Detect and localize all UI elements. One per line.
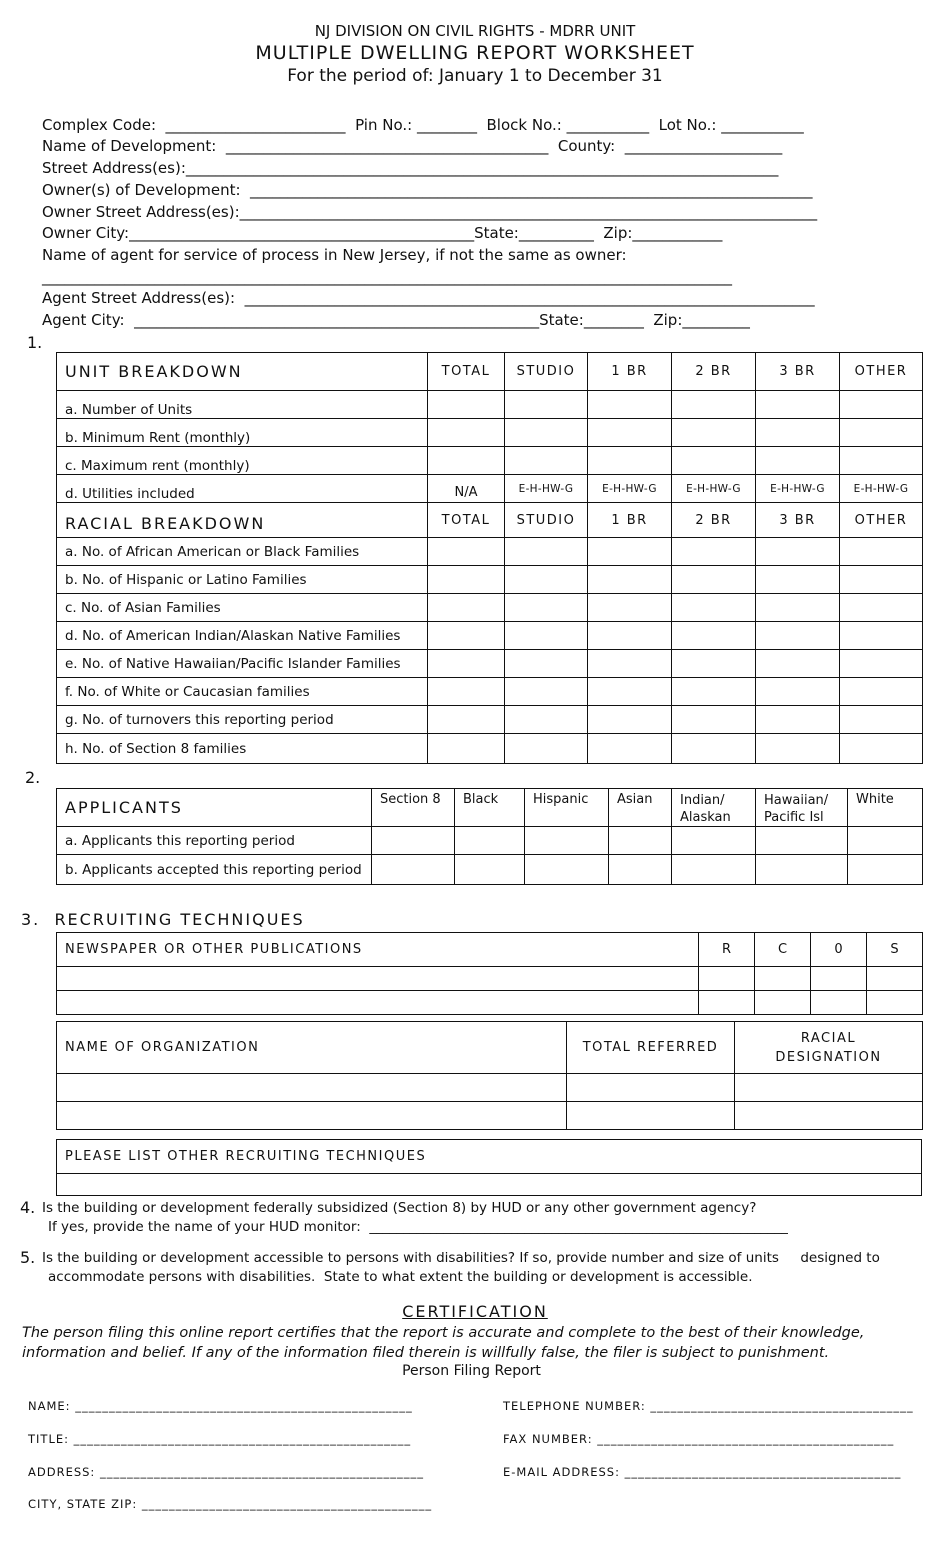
racial-breakdown-caption: RACIAL BREAKDOWN [57,503,428,538]
input-cell[interactable] [567,1074,735,1102]
input-cell[interactable] [588,419,672,447]
input-cell[interactable] [57,1102,567,1130]
input-cell[interactable] [755,967,811,991]
racial-designation-header: RACIAL DESIGNATION [735,1022,923,1074]
total-referred-header: TOTAL REFERRED [567,1022,735,1074]
agent-label: Name of agent for service of process in New Jersey, if not the same as owner: [42,246,627,264]
table-row [57,622,923,650]
question-5-number: 5. [20,1248,36,1267]
input-cell[interactable] [756,706,840,734]
row-label: d. Utilities included [57,475,428,503]
table-row [57,419,923,447]
input-cell[interactable] [840,706,923,734]
input-cell[interactable] [525,827,609,855]
input-cell[interactable] [756,566,840,594]
applicants-caption: APPLICANTS [57,789,372,827]
input-cell[interactable] [505,622,588,650]
name-field[interactable]: NAME: __________________________________________________ [28,1399,413,1413]
input-cell[interactable] [672,622,756,650]
input-cell[interactable] [672,650,756,678]
table-row [57,734,923,764]
input-cell[interactable] [609,827,672,855]
input-cell[interactable] [756,855,848,885]
col-hispanic: Hispanic [525,789,609,827]
table-row [57,1102,923,1130]
owner-city-field[interactable]: Owner City:______________________________________________State:__________ Zip:____________ [42,224,723,242]
title-field[interactable]: TITLE: __________________________________________________ [28,1432,412,1446]
input-cell[interactable] [840,650,923,678]
input-cell[interactable] [428,678,505,706]
input-cell[interactable] [756,594,840,622]
input-cell[interactable] [848,827,923,855]
input-cell[interactable] [756,447,840,475]
col-0: 0 [811,933,867,967]
input-cell[interactable] [840,419,923,447]
input-cell[interactable] [699,991,755,1015]
hud-monitor-field[interactable]: If yes, provide the name of your HUD monitor: ______________________________________________________________ [48,1219,788,1235]
table-row [57,447,923,475]
col-total: TOTAL [428,503,505,538]
input-cell[interactable] [588,447,672,475]
question-4-number: 4. [20,1198,36,1217]
question-4-text: Is the building or development federally subsidized (Section 8) by HUD or any other government agency? [42,1200,757,1216]
row-label: a. Number of Units [57,391,428,419]
input-cell[interactable] [588,706,672,734]
table-row [57,991,923,1015]
row-label: b. Minimum Rent (monthly) [57,419,428,447]
input-cell[interactable] [428,566,505,594]
telephone-field[interactable]: TELEPHONE NUMBER: _______________________________________ [503,1399,914,1413]
input-cell[interactable] [57,991,699,1015]
section-1-number: 1. [27,333,43,352]
row-label: g. No. of turnovers this reporting period [57,706,428,734]
email-field[interactable]: E-MAIL ADDRESS: _________________________________________ [503,1465,902,1479]
table-row [57,594,923,622]
input-cell[interactable] [505,706,588,734]
unit-racial-table [56,352,923,764]
input-cell[interactable] [672,538,756,566]
row-label: b. Applicants accepted this reporting period [57,855,372,885]
reporting-period: For the period of: January 1 to December 31 [287,66,663,86]
input-cell[interactable] [840,566,923,594]
row-label: a. No. of African American or Black Families [57,538,428,566]
col-total: TOTAL [428,353,505,391]
input-cell[interactable] [672,855,756,885]
input-cell[interactable] [588,650,672,678]
row-label: d. No. of American Indian/Alaskan Native Families [57,622,428,650]
input-cell[interactable] [428,594,505,622]
table-row [57,678,923,706]
input-cell[interactable] [428,734,505,764]
row-label: c. Maximum rent (monthly) [57,447,428,475]
input-cell[interactable] [588,622,672,650]
utilities-code[interactable]: E-H-HW-G [756,475,840,503]
table-row [57,827,923,855]
table-row [57,967,923,991]
input-cell[interactable] [525,855,609,885]
input-cell[interactable] [672,447,756,475]
address-field[interactable]: ADDRESS: ________________________________________________ [28,1465,424,1479]
col-studio: STUDIO [505,353,588,391]
agent-street-field[interactable]: Agent Street Address(es): ____________________________________________________________________________ [42,289,815,307]
question-5-text-cont: accommodate persons with disabilities. State to what extent the building or development is accessible. [48,1269,753,1285]
input-cell[interactable] [588,734,672,764]
input-cell[interactable] [672,827,756,855]
organization-header: NAME OF ORGANIZATION [57,1022,567,1074]
input-cell[interactable] [372,855,455,885]
col-3br: 3 BR [756,353,840,391]
input-cell[interactable] [455,855,525,885]
agent-name-field[interactable]: ____________________________________________________________________________________________ [42,268,732,286]
input-cell[interactable] [588,391,672,419]
input-cell[interactable] [672,391,756,419]
owner-street-field[interactable]: Owner Street Address(es):_____________________________________________________________________________ [42,203,818,221]
input-cell[interactable] [672,594,756,622]
table-row [57,566,923,594]
input-cell[interactable] [588,566,672,594]
col-2br: 2 BR [672,353,756,391]
section-2-number: 2. [25,768,41,787]
input-cell[interactable] [505,566,588,594]
input-cell[interactable] [840,447,923,475]
input-cell[interactable] [588,538,672,566]
input-cell[interactable] [756,650,840,678]
input-cell[interactable] [455,827,525,855]
input-cell[interactable] [756,734,840,764]
input-cell[interactable] [811,967,867,991]
table-row [57,1074,923,1102]
input-cell[interactable] [755,991,811,1015]
form-title: MULTIPLE DWELLING REPORT WORKSHEET [255,42,695,64]
row-label: f. No. of White or Caucasian families [57,678,428,706]
input-cell[interactable] [57,967,699,991]
agency-title: NJ DIVISION ON CIVIL RIGHTS - MDRR UNIT [314,22,636,40]
input-cell[interactable] [840,391,923,419]
city-state-zip-field[interactable]: CITY, STATE ZIP: ___________________________________________ [28,1497,433,1511]
col-2br: 2 BR [672,503,756,538]
input-cell[interactable] [840,622,923,650]
table-row [57,650,923,678]
input-cell[interactable] [505,447,588,475]
utilities-code[interactable]: E-H-HW-G [588,475,672,503]
input-cell[interactable] [609,855,672,885]
input-cell[interactable] [57,1174,922,1196]
input-cell[interactable] [505,594,588,622]
input-cell[interactable] [756,391,840,419]
person-filing-label: Person Filing Report [402,1363,541,1379]
publications-header: NEWSPAPER OR OTHER PUBLICATIONS [57,933,699,967]
col-other: OTHER [840,503,923,538]
input-cell[interactable] [505,538,588,566]
col-section8: Section 8 [372,789,455,827]
input-cell[interactable] [756,827,848,855]
input-cell[interactable] [756,678,840,706]
col-white: White [848,789,923,827]
input-cell[interactable] [672,734,756,764]
input-cell[interactable] [840,594,923,622]
publications-table [56,932,923,1015]
recruiting-title: 3. RECRUITING TECHNIQUES [21,910,305,929]
table-row [57,706,923,734]
input-cell[interactable] [428,706,505,734]
col-indian-alaskan: Indian/ Alaskan [672,789,756,827]
row-label: h. No. of Section 8 families [57,734,428,764]
input-cell[interactable] [756,419,840,447]
input-cell[interactable] [672,706,756,734]
col-r: R [699,933,755,967]
input-cell[interactable] [428,650,505,678]
other-techniques-header: PLEASE LIST OTHER RECRUITING TECHNIQUES [57,1140,922,1174]
input-cell[interactable] [428,419,505,447]
table-row [57,475,923,503]
input-cell[interactable] [867,991,923,1015]
col-c: C [755,933,811,967]
input-cell[interactable] [756,622,840,650]
row-label: a. Applicants this reporting period [57,827,372,855]
input-cell[interactable] [505,419,588,447]
row-label: c. No. of Asian Families [57,594,428,622]
row-label: b. No. of Hispanic or Latino Families [57,566,428,594]
input-cell[interactable] [428,447,505,475]
input-cell[interactable] [672,419,756,447]
unit-breakdown-caption: UNIT BREAKDOWN [57,353,428,391]
certification-text: The person filing this online report certifies that the report is accurate and complete to the best of their knowledge, information and belief. If any of the information filed therein is willfully false, the filer is subject to punishment. [22,1325,865,1361]
input-cell[interactable] [505,650,588,678]
complex-code-field[interactable]: Complex Code: ________________________ Pin No.: ________ Block No.: ___________ Lot No.: ___________ [42,116,804,134]
col-3br: 3 BR [756,503,840,538]
applicants-table [56,788,923,885]
input-cell[interactable] [372,827,455,855]
col-hawaiian-pacific: Hawaiian/ Pacific Isl [756,789,848,827]
owner-field[interactable]: Owner(s) of Development: ___________________________________________________________________________ [42,181,813,199]
input-cell[interactable] [505,391,588,419]
input-cell[interactable] [699,967,755,991]
input-cell[interactable] [588,678,672,706]
col-asian: Asian [609,789,672,827]
input-cell[interactable] [848,855,923,885]
other-techniques-table [56,1139,922,1196]
input-cell[interactable] [428,538,505,566]
input-cell[interactable] [735,1074,923,1102]
input-cell[interactable] [588,594,672,622]
input-cell[interactable] [57,1074,567,1102]
input-cell[interactable] [672,678,756,706]
utilities-code[interactable]: E-H-HW-G [840,475,923,503]
input-cell[interactable] [505,734,588,764]
input-cell[interactable] [840,678,923,706]
table-row [57,391,923,419]
question-5-text: Is the building or development accessible to persons with disabilities? If so, provide number and size of units designed to [42,1250,880,1266]
input-cell[interactable] [428,622,505,650]
input-cell[interactable] [672,566,756,594]
input-cell[interactable] [867,967,923,991]
col-s: S [867,933,923,967]
agent-city-field[interactable]: Agent City: ______________________________________________________State:________ Zip:_________ [42,311,750,329]
street-address-field[interactable]: Street Address(es):_______________________________________________________________________________ [42,159,779,177]
input-cell[interactable] [735,1102,923,1130]
input-cell[interactable] [840,538,923,566]
table-row [57,538,923,566]
utilities-total-na: N/A [428,475,505,503]
col-studio: STUDIO [505,503,588,538]
development-name-field[interactable]: Name of Development: ___________________________________________ County: _____________________ [42,137,783,155]
col-1br: 1 BR [588,503,672,538]
input-cell[interactable] [811,991,867,1015]
input-cell[interactable] [428,391,505,419]
table-row [57,1174,922,1196]
certification-title: CERTIFICATION [402,1302,548,1321]
col-black: Black [455,789,525,827]
row-label: e. No. of Native Hawaiian/Pacific Islander Families [57,650,428,678]
utilities-code[interactable]: E-H-HW-G [505,475,588,503]
table-row [57,855,923,885]
input-cell[interactable] [756,538,840,566]
input-cell[interactable] [505,678,588,706]
col-other: OTHER [840,353,923,391]
input-cell[interactable] [567,1102,735,1130]
utilities-code[interactable]: E-H-HW-G [672,475,756,503]
input-cell[interactable] [840,734,923,764]
organizations-table [56,1021,923,1130]
col-1br: 1 BR [588,353,672,391]
fax-field[interactable]: FAX NUMBER: ____________________________________________ [503,1432,895,1446]
